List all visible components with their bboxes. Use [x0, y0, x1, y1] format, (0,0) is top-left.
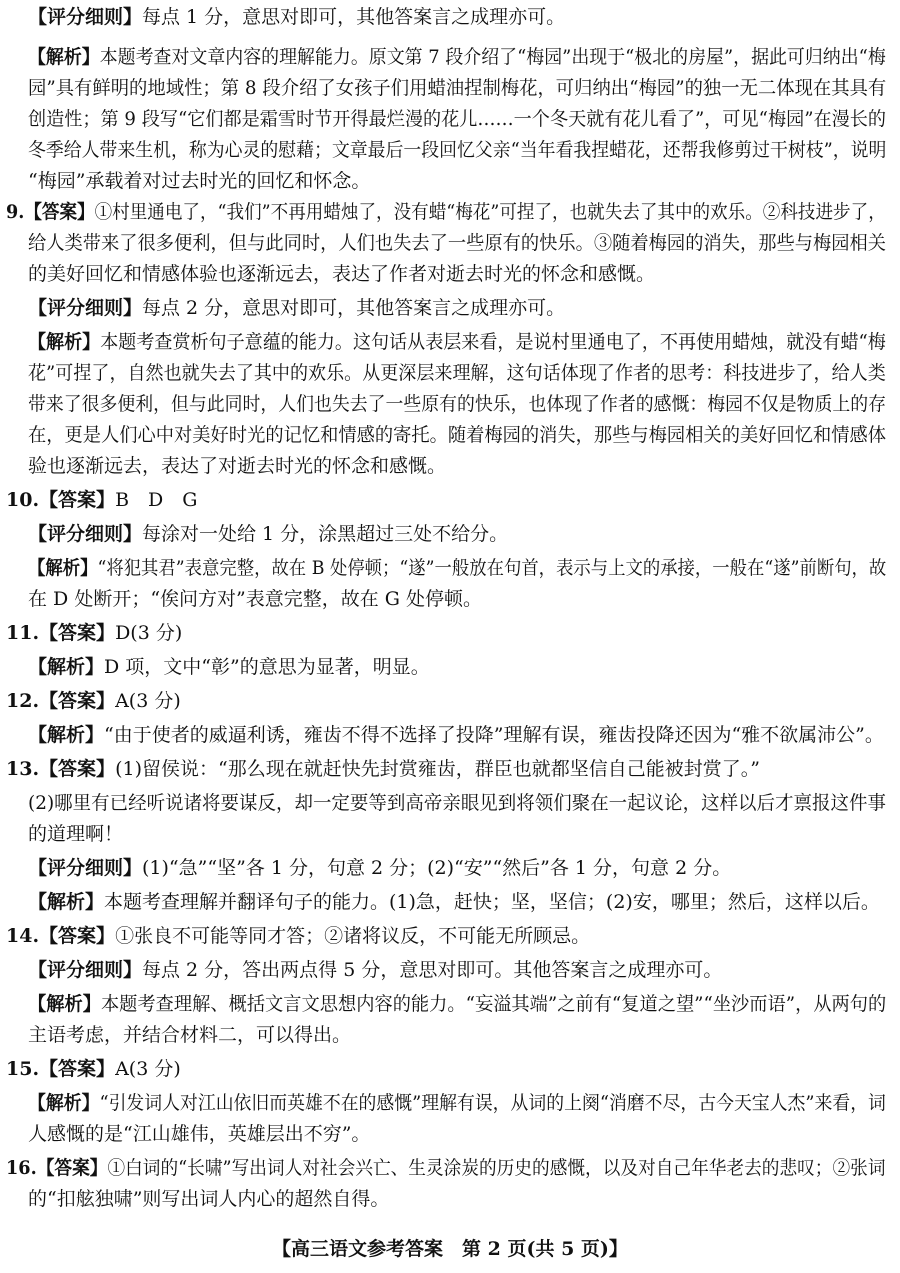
- line-text: 本题考查理解、概括文言文思想内容的能力。“妄溢其端”之前有“复道之望”“坐沙而语”，从两句的: [100, 993, 887, 1015]
- text-line: [6, 1153, 886, 1183]
- line-text: “梅园”承载着对过去时光的回忆和怀念。: [28, 170, 371, 192]
- line-text: A(3 分): [115, 690, 181, 712]
- text-line: [28, 389, 886, 419]
- line-text: 验也逐渐远去，表达了对逝去时光的怀念和感慨。: [28, 455, 447, 477]
- section-label: 14.【答案】: [6, 925, 116, 947]
- section-label: 【解析】: [28, 331, 101, 353]
- line-text: 人感慨的是“江山雄伟，英雄层出不穷”。: [28, 1123, 371, 1145]
- text-line: [28, 451, 446, 481]
- text-line: [28, 553, 886, 583]
- text-line: [28, 652, 430, 682]
- line-text: (1)留侯说：“那么现在就赶快先封赏雍齿，群臣也就都坚信自己能被封赏了。”: [115, 758, 760, 780]
- line-text: (2)哪里有已经听说诸将要谋反，却一定要等到高帝亲眼见到将领们聚在一起议论，这样以后才禀报这件事: [28, 792, 886, 814]
- line-text: 每点 1 分，意思对即可，其他答案言之成理亦可。: [142, 6, 566, 28]
- text-line: [6, 1054, 181, 1084]
- line-text: D 项，文中“彰”的意思为显著，明显。: [104, 656, 430, 678]
- text-line: [28, 584, 482, 614]
- line-text: “将犯其君”表意完整，故在 B 处停顿；“遂”一般放在句首，表示与上文的承接，一般在“遂”前断句，故: [97, 557, 887, 579]
- text-line: [28, 420, 886, 450]
- section-label: 16.【答案】: [6, 1157, 108, 1179]
- text-line: [28, 955, 722, 985]
- line-text: ①村里通电了，“我们”不再用蜡烛了，没有蜡“梅花”可捏了，也就失去了其中的欢乐。②科技进步了，: [94, 201, 886, 223]
- text-line: [6, 485, 197, 515]
- line-text: 的道理啊！: [28, 823, 124, 845]
- line-text: “引发词人对江山依旧而英雄不在的感慨”理解有误，从词的上阕“消磨不尽，古今天宝人杰”来看，词: [99, 1092, 886, 1114]
- line-text: 的“扣舷独啸”则写出词人内心的超然自得。: [28, 1188, 390, 1210]
- text-line: [28, 166, 370, 196]
- section-label: 【解析】: [28, 891, 105, 913]
- line-text: 本题考查理解并翻译句子的能力。(1)急，赶快；坚，坚信；(2)安，哪里；然后，这样以后。: [104, 891, 880, 913]
- line-text: B D G: [115, 489, 198, 511]
- line-text: 在 D 处断开；“俟问方对”表意完整，故在 G 处停顿。: [28, 588, 482, 610]
- section-label: 【解析】: [28, 1092, 100, 1114]
- section-label: 13.【答案】: [6, 758, 116, 780]
- section-label: 【解析】: [28, 724, 105, 746]
- text-line: [28, 293, 565, 323]
- text-line: [28, 720, 884, 750]
- text-line: [28, 989, 886, 1019]
- line-text: ①白词的“长啸”写出词人对社会兴亡、生灵涂炭的历史的感慨，以及对自己年华老去的悲叹；②张词: [107, 1157, 886, 1179]
- section-label: 12.【答案】: [6, 690, 116, 712]
- section-label: 9.【答案】: [6, 201, 95, 223]
- section-label: 【评分细则】: [28, 959, 143, 981]
- line-text: “由于使者的威逼利诱，雍齿不得不选择了投降”理解有误，雍齿投降还因为“雅不欲属沛公”。: [104, 724, 884, 746]
- line-text: (1)“急”“坚”各 1 分，句意 2 分；(2)“安”“然后”各 1 分，句意 2 分。: [142, 857, 732, 879]
- line-text: 本题考查对文章内容的理解能力。原文第 7 段介绍了“梅园”出现于“极北的房屋”，据此可归纳出“梅: [99, 46, 886, 68]
- text-line: [28, 853, 731, 883]
- section-label: 15.【答案】: [6, 1058, 116, 1080]
- text-line: [28, 1088, 886, 1118]
- line-text: 带来了很多便利，但与此同时，人们也失去了一些原有的快乐，也体现了作者的感慨：梅园不仅是物质上的存: [28, 393, 887, 415]
- text-line: [28, 228, 886, 258]
- page-footer: 【高三语文参考答案 第 2 页(共 5 页)】: [272, 1238, 628, 1260]
- section-label: 11.【答案】: [6, 622, 116, 644]
- text-line: [28, 358, 886, 388]
- line-text: D(3 分): [115, 622, 183, 644]
- section-label: 【评分细则】: [28, 297, 143, 319]
- line-text: 创造性；第 9 段写“它们都是霜雪时节开得最烂漫的花儿……一个冬天就有花儿看了”，可见“梅园”在漫长的: [28, 108, 887, 130]
- text-line: [28, 887, 880, 917]
- text-line: [28, 73, 886, 103]
- text-line: [28, 135, 886, 165]
- text-line: [28, 519, 508, 549]
- text-line: [28, 259, 655, 289]
- text-line: [28, 788, 886, 818]
- line-text: 给人类带来了很多便利，但与此同时，人们也失去了一些原有的快乐。③随着梅园的消失，那些与梅园相关: [28, 232, 887, 254]
- line-text: A(3 分): [115, 1058, 181, 1080]
- section-label: 10.【答案】: [6, 489, 116, 511]
- line-text: 冬季给人带来生机，称为心灵的慰藉；文章最后一段回忆父亲“当年看我捏蜡花，还帮我修剪过干树枝”，说明: [28, 139, 887, 161]
- section-label: 【评分细则】: [28, 523, 143, 545]
- line-text: 在，更是人们心中对美好时光的记忆和情感的寄托。随着梅园的消失，那些与梅园相关的美好回忆和情感体: [28, 424, 887, 446]
- section-label: 【解析】: [28, 557, 98, 579]
- text-line: [6, 618, 182, 648]
- text-line: [28, 2, 565, 32]
- section-label: 【解析】: [28, 46, 100, 68]
- line-text: 花”可捏了，自然也就失去了其中的欢乐。从更深层来理解，这句话体现了作者的思考：科技进步了，给人类: [28, 362, 886, 384]
- section-label: 【解析】: [28, 993, 101, 1015]
- line-text: 每点 2 分，答出两点得 5 分，意思对即可。其他答案言之成理亦可。: [142, 959, 723, 981]
- line-text: 园”具有鲜明的地域性；第 8 段介绍了女孩子们用蜡油捏制梅花，可归纳出“梅园”的独一无二体现在其具有: [28, 77, 887, 99]
- text-line: [28, 1020, 351, 1050]
- line-text: 的美好回忆和情感体验也逐渐远去，表达了作者对逝去时光的怀念和感慨。: [28, 263, 656, 285]
- section-label: 【评分细则】: [28, 857, 143, 879]
- line-text: ①张良不可能等同才答；②诸将议反，不可能无所顾忌。: [115, 925, 591, 947]
- section-label: 【解析】: [28, 656, 105, 678]
- text-line: [28, 1119, 370, 1149]
- text-line: [6, 197, 886, 227]
- text-line: [28, 104, 886, 134]
- line-text: 主语考虑，并结合材料二，可以得出。: [28, 1024, 352, 1046]
- text-line: [28, 327, 886, 357]
- text-line: [28, 42, 886, 72]
- text-line: [28, 819, 123, 849]
- text-line: [6, 921, 590, 951]
- section-label: 【评分细则】: [28, 6, 143, 28]
- line-text: 每点 2 分，意思对即可，其他答案言之成理亦可。: [142, 297, 566, 319]
- line-text: 每涂对一处给 1 分，涂黑超过三处不给分。: [142, 523, 509, 545]
- text-line: [6, 754, 760, 784]
- text-line: [28, 1184, 389, 1214]
- line-text: 本题考查赏析句子意蕴的能力。这句话从表层来看，是说村里通电了，不再使用蜡烛，就没有蜡“梅: [100, 331, 886, 353]
- text-line: [6, 686, 181, 716]
